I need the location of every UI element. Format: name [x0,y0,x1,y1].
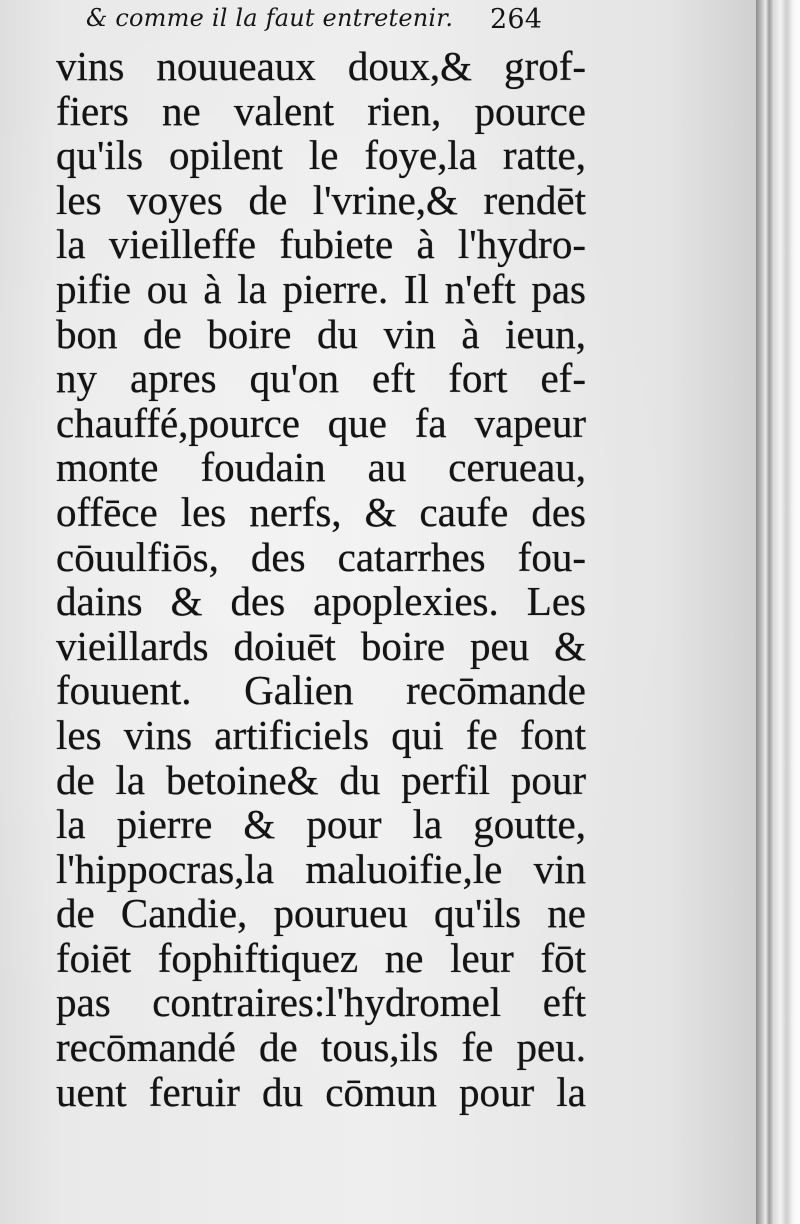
text-line: offēce les nerfs, & caufe des [56,488,586,535]
page-edge-shadow [756,0,800,1224]
text-line: bon de boire du vin à ieun, [56,310,586,357]
page-header [86,4,606,46]
text-line: uent feruir du cōmun pour la [56,1068,586,1115]
text-line: la pierre & pour la goutte, [56,801,586,848]
text-line: l'hippocras,la maluoifie,le vin [56,845,586,892]
text-line: ny apres qu'on eft fort ef- [56,355,586,402]
page-number: 264 [490,4,543,35]
text-line: fouuent. Galien recōmande [56,667,586,714]
text-line: les vins artificiels qui fe font [56,711,586,758]
text-line: la vieilleffe fubiete à l'hydro- [56,221,586,268]
text-line: vins nouueaux doux,& grof- [56,43,586,89]
text-line: les voyes de l'vrine,& rendēt [56,176,586,223]
text-line: monte foudain au cerueau, [56,444,586,491]
text-line: pifie ou à la pierre. Il n'eft pas [56,265,586,312]
text-line: recōmandé de tous,ils fe peu. [56,1024,586,1071]
body-text [56,44,586,1114]
text-line: pas contraires:l'hydromel eft [56,979,586,1026]
text-line: foiēt fophiftiquez ne leur fōt [56,934,586,981]
text-line: de Candie, pourueu qu'ils ne [56,890,586,937]
text-line: de la betoine& du perfil pour [56,756,586,803]
text-line: vieillards doiuēt boire peu & [56,622,586,669]
running-head: & comme il la faut entretenir. [86,4,454,32]
text-line: qu'ils opilent le foye,la ratte, [56,132,586,179]
text-line: cōuulfiōs, des catarrhes fou- [56,533,586,580]
text-line: chauffé,pource que fa vapeur [56,399,586,446]
text-line: fiers ne valent rien, pource [56,87,586,134]
text-line: dains & des apoplexies. Les [56,578,586,625]
